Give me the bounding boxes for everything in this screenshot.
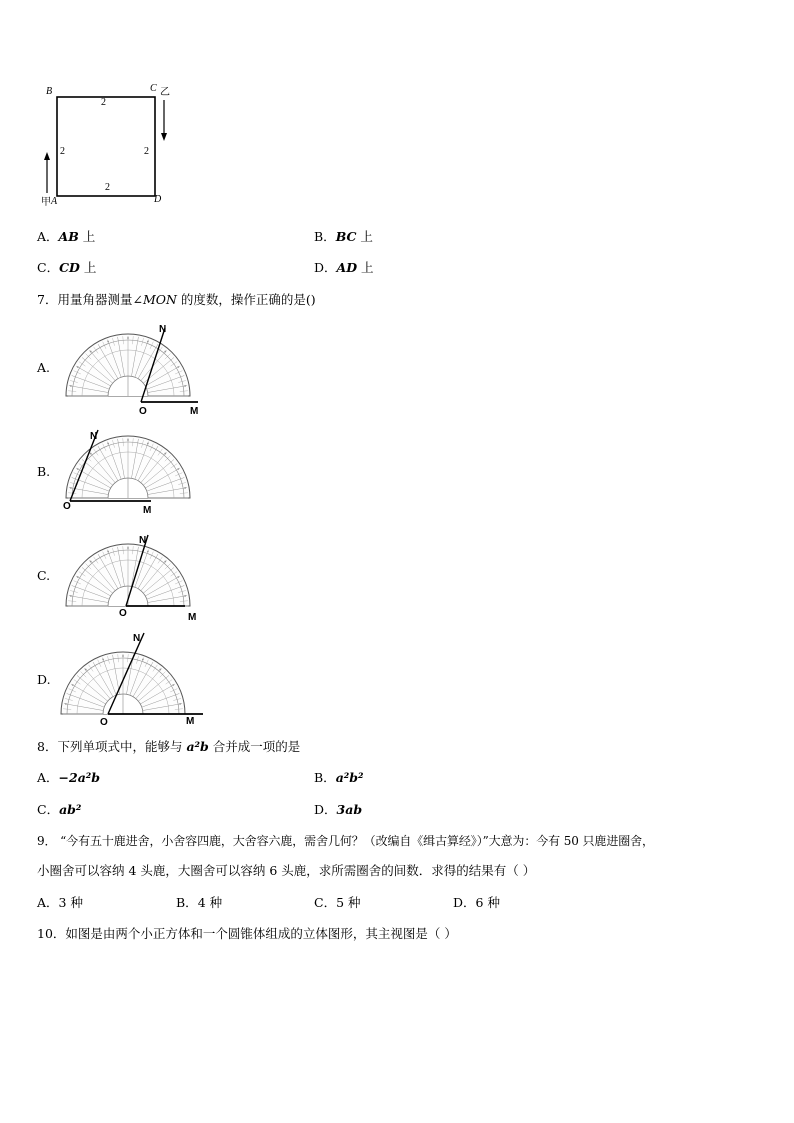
option-letter: D． bbox=[314, 802, 337, 817]
side-length-top: 2 bbox=[101, 97, 106, 108]
protractor-scale-mark bbox=[184, 385, 186, 387]
q7-option-d-protractor bbox=[55, 628, 215, 728]
protractor-scale-mark bbox=[172, 684, 174, 686]
option-letter: C． bbox=[37, 260, 60, 275]
protractor-scale-mark bbox=[107, 443, 109, 445]
protractor-scale-mark bbox=[90, 561, 92, 563]
option-expr: −2a²b bbox=[58, 770, 101, 785]
option-letter: B． bbox=[176, 895, 198, 910]
q10-stem: 10．如图是由两个小正方体和一个圆锥体组成的立体图形，其主视图是（ ） bbox=[37, 926, 457, 941]
q9-option-a[interactable] bbox=[37, 895, 83, 911]
option-expr: 3ab bbox=[336, 802, 363, 817]
label-n: N bbox=[133, 633, 141, 644]
protractor-scale-mark bbox=[85, 669, 87, 671]
label-o: O bbox=[139, 406, 147, 417]
option-letter: D． bbox=[314, 260, 337, 275]
option-letter: A． bbox=[37, 770, 59, 785]
option-suffix: 上 bbox=[79, 260, 97, 275]
arrow-down-head bbox=[161, 133, 167, 141]
q9-option-b[interactable] bbox=[176, 895, 222, 911]
q8-option-d[interactable] bbox=[314, 802, 362, 818]
q9-stem-line2: 小圈舍可以容纳 4 头鹿，大圈舍可以容纳 6 头鹿，求所需圈舍的间数．求得的结果有（ ） bbox=[37, 863, 536, 878]
protractor-scale-mark bbox=[127, 439, 129, 441]
q7-stem bbox=[37, 292, 316, 308]
protractor-scale-mark bbox=[77, 366, 79, 368]
protractor-scale-mark bbox=[127, 547, 129, 549]
option-letter: C． bbox=[37, 802, 60, 817]
label-m: M bbox=[188, 612, 197, 623]
protractor-scale-mark bbox=[72, 684, 74, 686]
q8-stem bbox=[37, 739, 300, 755]
option-segment: AD bbox=[336, 260, 358, 275]
label-m: M bbox=[143, 505, 152, 516]
option-expr: a²b² bbox=[335, 770, 364, 785]
option-segment: AB bbox=[58, 229, 79, 244]
q9-option-d[interactable] bbox=[453, 895, 500, 911]
label-n: N bbox=[159, 324, 167, 335]
q7-angle: ∠MON bbox=[132, 292, 177, 307]
option-letter: A． bbox=[37, 229, 59, 244]
protractor-scale-mark bbox=[177, 576, 179, 578]
option-letter: B． bbox=[314, 229, 336, 244]
label-m: M bbox=[190, 406, 199, 417]
option-suffix: 上 bbox=[78, 229, 96, 244]
option-text: 4 种 bbox=[197, 895, 223, 910]
protractor-scale-mark bbox=[77, 576, 79, 578]
protractor-scale-mark bbox=[177, 468, 179, 470]
protractor-scale-mark bbox=[142, 659, 144, 661]
q8-stem-suffix: 合并成一项的是 bbox=[208, 739, 301, 754]
q7-option-a-protractor bbox=[55, 320, 215, 420]
label-o: O bbox=[63, 501, 71, 512]
q6-option-d[interactable] bbox=[314, 260, 374, 276]
vertex-label-b: B bbox=[46, 86, 53, 97]
option-segment: BC bbox=[335, 229, 357, 244]
option-segment: CD bbox=[59, 260, 80, 275]
protractor bbox=[66, 436, 190, 498]
protractor-scale-mark bbox=[159, 669, 161, 671]
option-expr: ab² bbox=[59, 802, 82, 817]
vertex-label-a: A bbox=[51, 196, 58, 207]
q8-stem-prefix: 8．下列单项式中，能够与 bbox=[37, 739, 187, 754]
protractor-scale-mark bbox=[90, 351, 92, 353]
protractor-scale-mark bbox=[179, 703, 181, 705]
side-length-right: 2 bbox=[144, 146, 149, 157]
option-letter: B． bbox=[314, 770, 336, 785]
q7-option-b-protractor bbox=[55, 425, 215, 525]
side-length-bottom: 2 bbox=[105, 182, 110, 193]
option-suffix: 上 bbox=[357, 260, 374, 275]
label-o: O bbox=[100, 717, 108, 728]
q6-square-diagram bbox=[40, 80, 190, 210]
q9-option-c[interactable] bbox=[314, 895, 361, 911]
protractor-scale-mark bbox=[164, 351, 166, 353]
option-text: 5 种 bbox=[336, 895, 361, 910]
label-n: N bbox=[139, 535, 147, 546]
protractor-scale-mark bbox=[102, 659, 104, 661]
protractor-scale-mark bbox=[90, 453, 92, 455]
q7-option-a-letter[interactable]: A. bbox=[37, 360, 51, 375]
q6-option-a[interactable] bbox=[37, 229, 95, 245]
q8-option-b[interactable] bbox=[314, 770, 363, 786]
q7-option-d-letter[interactable]: D. bbox=[37, 672, 51, 687]
arrow-up-head bbox=[44, 152, 50, 160]
q8-term: a²b bbox=[186, 739, 209, 754]
q7-stem-prefix: 7．用量角器测量 bbox=[37, 292, 133, 307]
q6-option-b[interactable] bbox=[314, 229, 373, 245]
label-m: M bbox=[186, 716, 195, 727]
label-n: N bbox=[90, 431, 98, 442]
protractor-scale-mark bbox=[184, 487, 186, 489]
protractor-scale-mark bbox=[127, 337, 129, 339]
q7-stem-suffix: 的度数，操作正确的是() bbox=[176, 292, 316, 307]
q8-option-a[interactable] bbox=[37, 770, 100, 786]
protractor-scale-mark bbox=[184, 595, 186, 597]
protractor-scale-mark bbox=[107, 551, 109, 553]
protractor-scale-mark bbox=[70, 595, 72, 597]
q7-option-c-protractor bbox=[55, 530, 215, 630]
option-letter: A． bbox=[37, 895, 59, 910]
protractor-scale-mark bbox=[70, 487, 72, 489]
protractor bbox=[66, 334, 190, 396]
protractor-scale-mark bbox=[65, 703, 67, 705]
label-yi: 乙 bbox=[160, 87, 170, 98]
q7-option-c-letter[interactable]: C. bbox=[37, 568, 51, 583]
protractor-scale-mark bbox=[177, 366, 179, 368]
option-suffix: 上 bbox=[356, 229, 373, 244]
option-text: 6 种 bbox=[475, 895, 500, 910]
protractor-scale-mark bbox=[122, 655, 124, 657]
q9-stem-line1: 9． “今有五十鹿进舍，小舍容四鹿，大舍容六鹿，需舍几何？（改编自《缉古算经》）”大意为：今有 50 只鹿进圈舍， bbox=[37, 834, 654, 848]
option-text: 3 种 bbox=[58, 895, 83, 910]
label-jia: 甲 bbox=[41, 197, 51, 208]
q8-option-c[interactable] bbox=[37, 802, 81, 818]
side-length-left: 2 bbox=[60, 146, 65, 157]
protractor-scale-mark bbox=[70, 385, 72, 387]
protractor-scale-mark bbox=[147, 443, 149, 445]
protractor-scale-mark bbox=[147, 341, 149, 343]
option-letter: C． bbox=[314, 895, 337, 910]
protractor-scale-mark bbox=[164, 561, 166, 563]
option-letter: D． bbox=[453, 895, 476, 910]
protractor-scale-mark bbox=[77, 468, 79, 470]
label-o: O bbox=[119, 608, 127, 619]
q7-option-b-letter[interactable]: B. bbox=[37, 464, 51, 479]
protractor-scale-mark bbox=[164, 453, 166, 455]
protractor bbox=[61, 652, 185, 714]
protractor-scale-mark bbox=[147, 551, 149, 553]
vertex-label-c: C bbox=[150, 83, 157, 94]
protractor bbox=[66, 544, 190, 606]
protractor-scale-mark bbox=[107, 341, 109, 343]
vertex-label-d: D bbox=[154, 194, 162, 205]
q6-option-c[interactable] bbox=[37, 260, 96, 276]
q6-figure bbox=[40, 80, 190, 210]
